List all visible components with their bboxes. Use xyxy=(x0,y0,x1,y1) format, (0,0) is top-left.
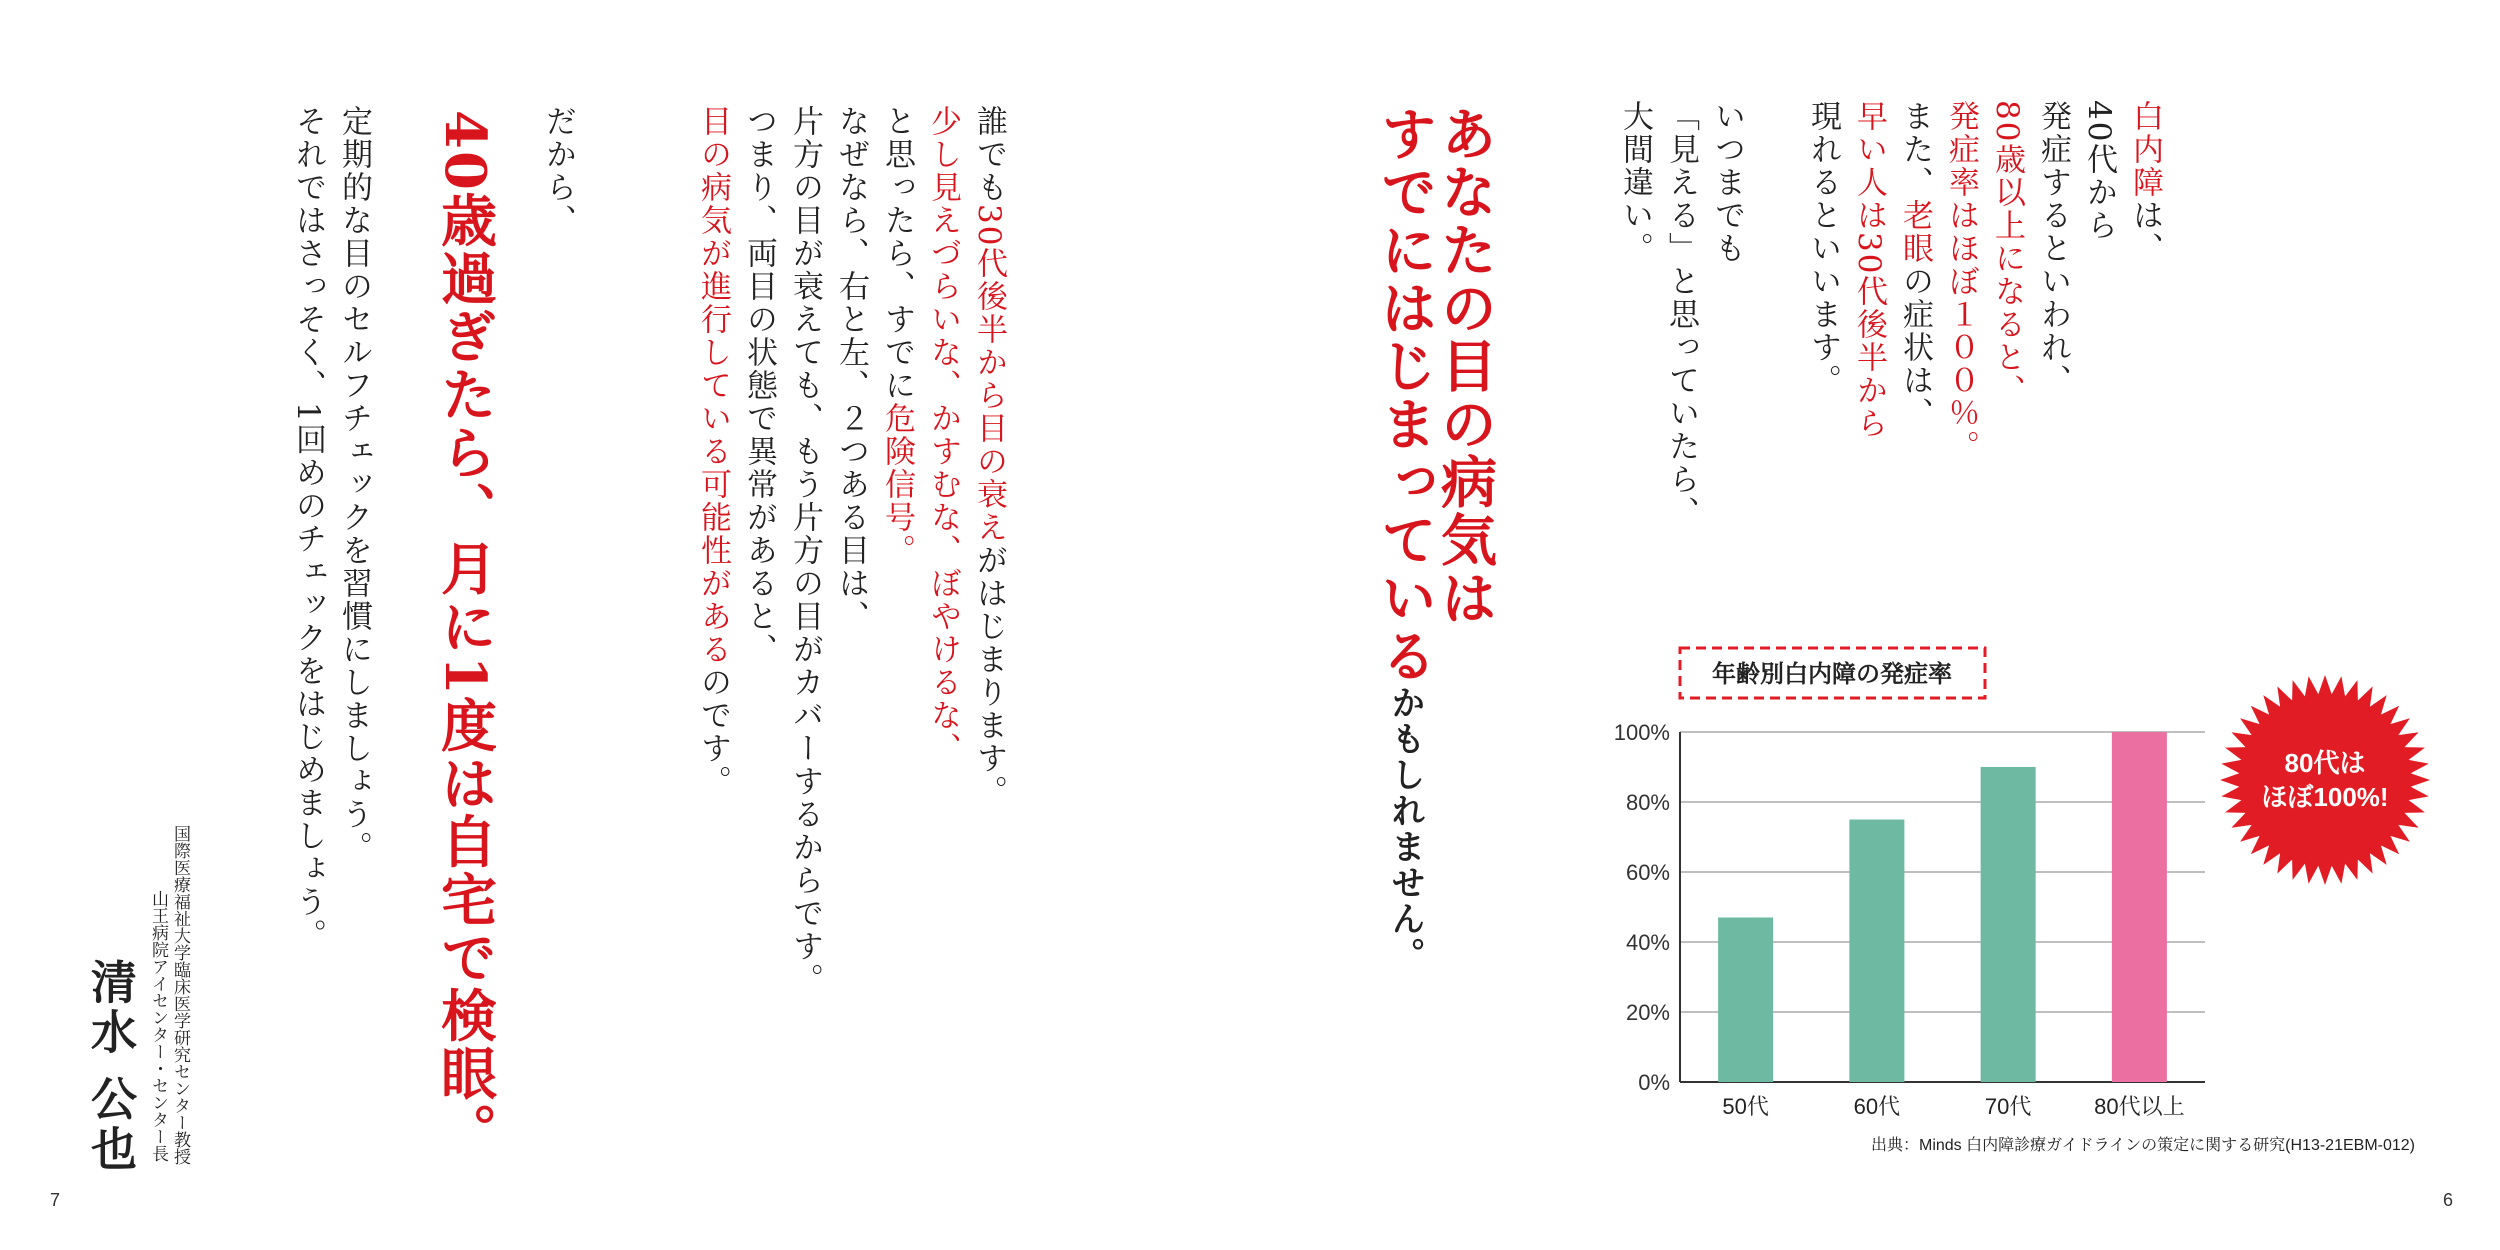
headline-line-1: あなたの目の病気は xyxy=(1432,105,1498,627)
text: 40代から xyxy=(2081,100,2117,243)
y-tick-label: 80% xyxy=(1625,790,1670,815)
y-tick-label: 40% xyxy=(1625,930,1670,955)
call-to-action xyxy=(432,110,498,1161)
highlight-danger-signal: 危険信号。 xyxy=(879,402,915,567)
author-title-1: 国際医療福祉大学臨床医学研究センター教授 xyxy=(171,825,190,1165)
x-tick-label: 80代以上 xyxy=(2094,1094,2185,1119)
text: だから、 xyxy=(540,105,576,237)
page-number-right: 6 xyxy=(2443,1190,2454,1210)
keyword-cataract: 白内障 xyxy=(2127,100,2163,199)
onset-rate-bar-chart xyxy=(1590,640,2430,1180)
bar xyxy=(1718,918,1773,1083)
x-tick-label: 70代 xyxy=(1984,1094,2032,1119)
text: 現れるといいます。 xyxy=(1805,100,1841,397)
text: それではさっそく、1回めのチェックをはじめましょう。 xyxy=(290,105,326,952)
highlight-eye-decline: 30代後半から目の衰え xyxy=(971,204,1007,545)
text: がはじまります。 xyxy=(971,544,1007,809)
x-tick-label: 60代 xyxy=(1853,1094,1901,1119)
text: 片方の目が衰えても、もう片方の目がカバーするからです。 xyxy=(787,105,823,996)
text: つまり、両目の状態で異常があると、 xyxy=(741,105,777,666)
chart-source: 出典：Minds 白内障診療ガイドラインの策定に関する研究(H13-21EBM-012) xyxy=(1871,1137,2415,1154)
text: のです。 xyxy=(695,666,731,798)
y-tick-label: 60% xyxy=(1625,860,1670,885)
starburst-shape xyxy=(2220,675,2430,885)
highlight-symptoms: 少し見えづらいな、かすむな、ぼやけるな、 xyxy=(925,105,961,765)
bar xyxy=(1981,767,2036,1082)
text: 大間違い。 xyxy=(1617,100,1653,265)
text: 発症するといわれ、 xyxy=(2035,100,2071,397)
headline-line-2: すでにはじまっている xyxy=(1372,105,1438,685)
bar xyxy=(1849,820,1904,1083)
author-name: 清水 公也 xyxy=(85,958,137,1175)
highlight-early-30s: 早い人は30代後半から xyxy=(1851,100,1887,441)
explanation-paragraph xyxy=(690,105,1012,996)
callout-starburst xyxy=(2220,675,2430,885)
text: と思ったら、すでに xyxy=(879,105,915,402)
text: は、 xyxy=(2127,199,2163,265)
conclusion-line-1 xyxy=(535,105,581,237)
monthly-check-headline: 40歳過ぎたら、月に1度は自宅で検眼。 xyxy=(432,110,498,1161)
page-number-left: 7 xyxy=(50,1190,61,1210)
y-tick-label: 100% xyxy=(1613,720,1670,745)
text: 誰でも xyxy=(971,105,1007,204)
highlight-disease-progress: 目の病気が進行している可能性がある xyxy=(695,105,731,666)
highlight-100-percent: 発症率はほぼ１００％。 xyxy=(1943,100,1979,463)
text: の症状は、 xyxy=(1897,265,1933,430)
x-tick-label: 50代 xyxy=(1722,1094,1769,1119)
text: また、 xyxy=(1897,100,1933,199)
text: 定期的な目のセルフチェックを習慣にしましょう。 xyxy=(336,105,372,864)
warning-paragraph xyxy=(1612,100,1750,600)
chart-title: 年齢別白内障の発症率 xyxy=(1712,661,1952,688)
keyword-presbyopia: 老眼 xyxy=(1897,199,1933,265)
y-tick-label: 20% xyxy=(1625,1000,1670,1025)
text: なぜなら、右と左、２つある目は、 xyxy=(833,105,869,633)
intro-paragraph xyxy=(1800,100,2168,620)
conclusion-lines xyxy=(285,105,377,952)
text: いつまでも xyxy=(1709,100,1745,265)
headline-tail: かもしれません。 xyxy=(1385,685,1425,973)
y-tick-label: 0% xyxy=(1638,1070,1670,1095)
callout-text: 80代は xyxy=(2284,748,2366,778)
y-axis-ticks xyxy=(1614,720,1670,1095)
x-axis-ticks xyxy=(1722,1094,2184,1119)
author-title-2: 山王病院アイセンター・センター長 xyxy=(149,890,168,1162)
bars xyxy=(1718,732,2167,1082)
chart-title-box xyxy=(1680,648,1985,698)
headline xyxy=(1372,105,1498,973)
callout-text: ほぼ100%! xyxy=(2261,782,2389,812)
bar xyxy=(2112,732,2167,1082)
highlight-over-80: 80歳以上になると、 xyxy=(1989,100,2025,408)
text: 「見える」と思っていたら、 xyxy=(1663,100,1699,529)
